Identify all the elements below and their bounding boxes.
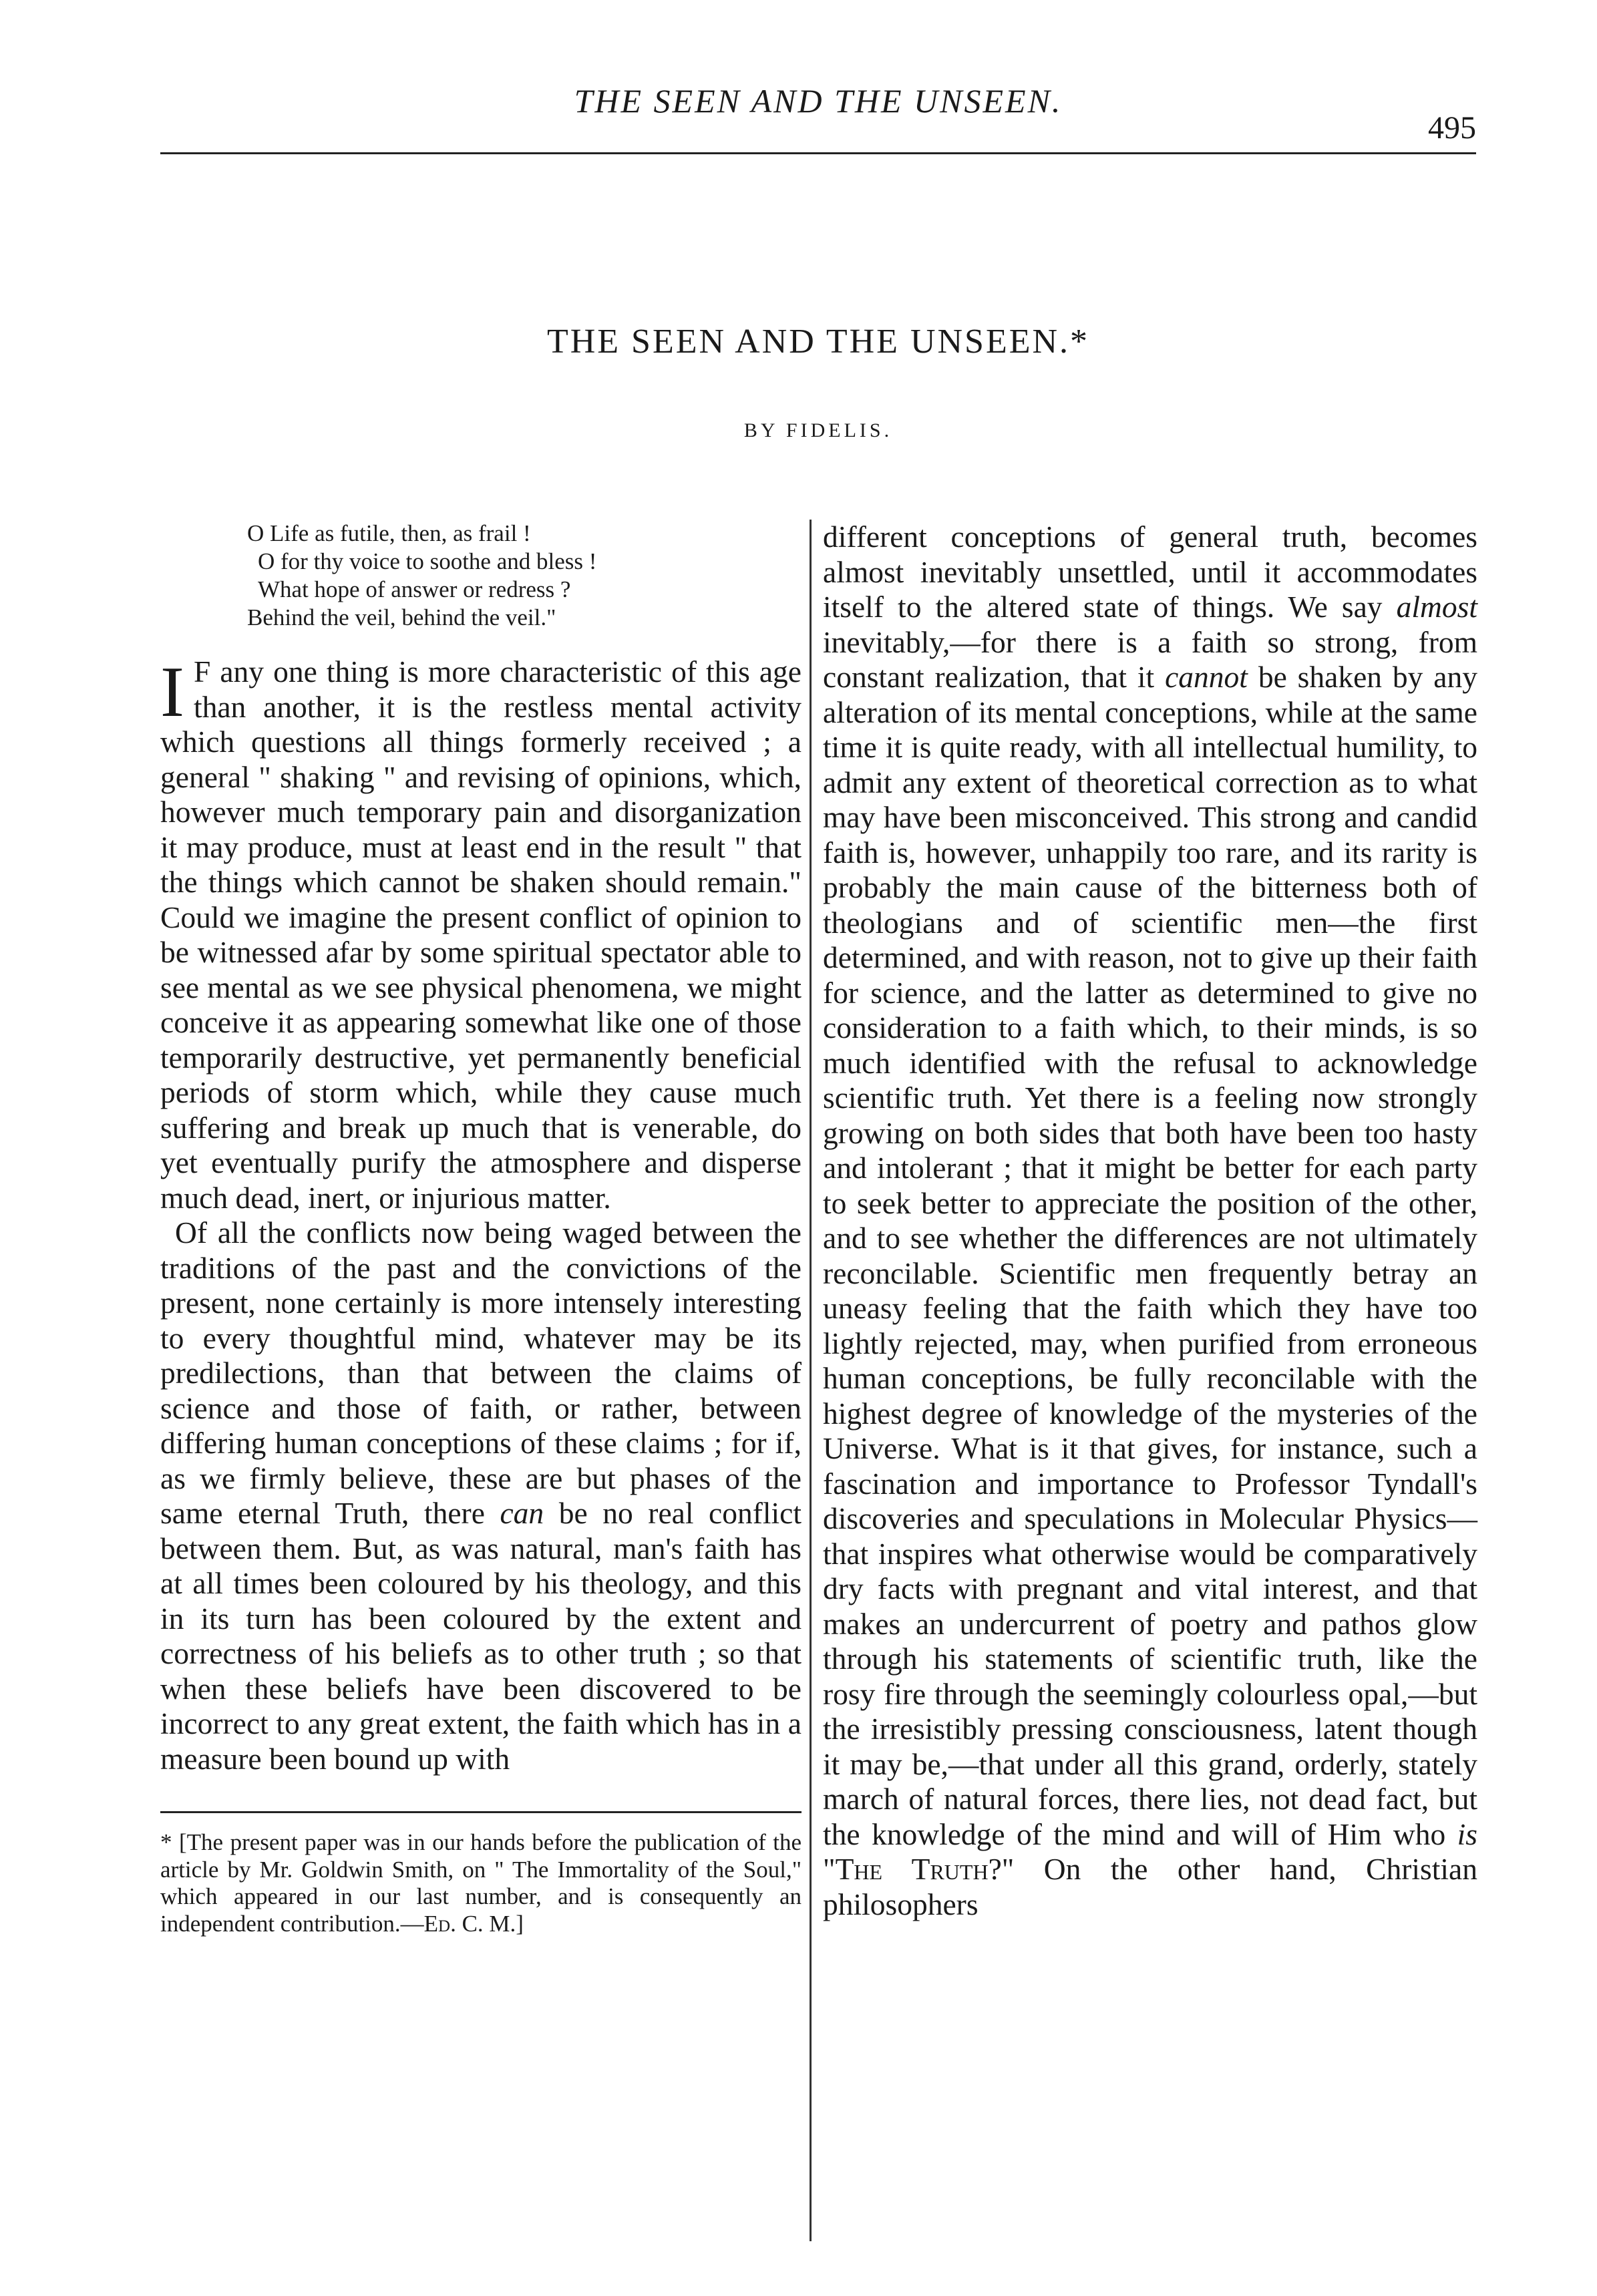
paragraph-3-text-d: " (823, 1852, 836, 1886)
footnote-rule (160, 1811, 802, 1813)
emphasis-cannot: cannot (1165, 660, 1248, 694)
paragraph-3-text-b: inevitably,—for there is a faith so strong, from constant realization, that it (823, 624, 1477, 694)
paragraph-2-text-b: be no real conflict between them. But, as was natural, man's faith has at all times been coloured by his theology, and this in its turn has been coloured by the extent and correctness of his beliefs as to other truth ; so that when these beliefs have been discovered to be incorrect to any great extent, the faith which has in a measure been bound up with (160, 1496, 802, 1776)
paragraph-3 (823, 520, 1477, 1922)
footnote-close: ] (516, 1910, 524, 1937)
epigraph-line: Behind the veil, behind the veil." (247, 604, 556, 630)
header-rule (160, 152, 1476, 154)
article-title: THE SEEN AND THE UNSEEN.* (546, 323, 1090, 361)
byline: BY FIDELIS. (743, 419, 893, 441)
page-number: 495 (1428, 110, 1476, 146)
left-column (160, 520, 802, 1937)
epigraph (247, 520, 802, 632)
footnote-text: * [The present paper was in our hands before the publication of the article by Mr. Goldwin Smith, on " The Immortality of the Soul," which appeared in our last number, and is consequently an independent contribution.— (160, 1829, 802, 1937)
epigraph-line: O for thy voice to soothe and bless ! (258, 548, 597, 574)
running-head (160, 40, 1476, 146)
footnote (160, 1829, 802, 1937)
emphasis-almost: almost (1396, 590, 1477, 624)
right-column (823, 520, 1477, 1922)
paragraph-3-text-a: different conceptions of general truth, becomes almost inevitably unsettled, until it accommodates itself to the altered state of things. We say (823, 520, 1477, 624)
emphasis-is: is (1457, 1816, 1477, 1851)
paragraph-2 (160, 1215, 802, 1776)
paragraph-1 (160, 654, 802, 1215)
paragraph-2-text-a: Of all the conflicts now being waged between the traditions of the past and the convictions of the present, none certainly is more intensely interesting to every thoughtful mind, whatever may be its predilections, than that between the claims of science and those of faith, or rather, between differing human conceptions of these claims ; for if, as we firmly believe, these are but phases of the same eternal Truth, there (160, 1215, 802, 1530)
footnote-signature: Ed. C. M. (423, 1910, 516, 1937)
column-divider (810, 520, 812, 2241)
paragraph-1-text: F any one thing is more characteristic of this age than another, it is the restless mental activity which questions all things formerly received ; a general " shaking " and revising of opinions, which, however much temporary pain and disorganization it may produce, must at least end in the result " that the things which cannot be shaken should remain." Could we imagine the present conflict of opinion to be witnessed afar by some spiritual spectator able to see mental as we see physical phenomena, we might conceive it as appearing somewhat like one of those temporarily destructive, yet permanently beneficial periods of storm which, while they cause much suffering and break up much that is venerable, do yet eventually purify the atmosphere and disperse much dead, inert, or injurious matter. (160, 654, 802, 1215)
drop-cap: I (160, 652, 184, 732)
emphasis-can: can (500, 1496, 544, 1530)
epigraph-line: O Life as futile, then, as frail ! (247, 520, 531, 546)
running-title: THE SEEN AND THE UNSEEN. (574, 82, 1063, 120)
paragraph-3-text-c: be shaken by any alteration of its mental conceptions, while at the same time it is quite ready, with all intellectual humility, to admit any extent of theoretical correction as to what may have been misconceived. This strong and candid faith is, however, unhappily too rare, and its rarity is probably the main cause of the bitterness both of theologians and of scientific men—the first determined, and with reason, not to give up their faith for science, and the latter as determined to give no consideration to a faith which, to their minds, is so much identified with the refusal to acknowledge scientific truth. Yet there is a feeling now strongly growing on both sides that both have been too hasty and intolerant ; that it might be better for each party to seek better to appreciate the position of the other, and to see whether the differences are not ultimately reconcilable. Scientific men frequently betray an uneasy feeling that the faith which they have too lightly rejected, may, when purified from erroneous human conceptions, be fully reconcilable with the highest degree of knowledge of the mysteries of the Universe. What is it that gives, for instance, such a fascination and importance to Professor Tyndall's discoveries and speculations in Molecular Physics—that inspires what otherwise would be comparatively dry facts with pregnant and vital interest, and that makes an undercurrent of poetry and pathos glow through his statements of scientific truth, like the rosy fire through the seemingly colourless opal,—but the irresistibly pressing consciousness, latent though it may be,—that under all this grand, orderly, stately march of natural forces, there lies, not dead fact, but the knowledge of the mind and will of Him who (823, 660, 1477, 1851)
the-truth-small-caps: The Truth (835, 1852, 989, 1886)
epigraph-line: What hope of answer or redress ? (258, 576, 571, 602)
paragraph-3-text-e: ?" On the other hand, Christian philosophers (823, 1852, 1477, 1921)
